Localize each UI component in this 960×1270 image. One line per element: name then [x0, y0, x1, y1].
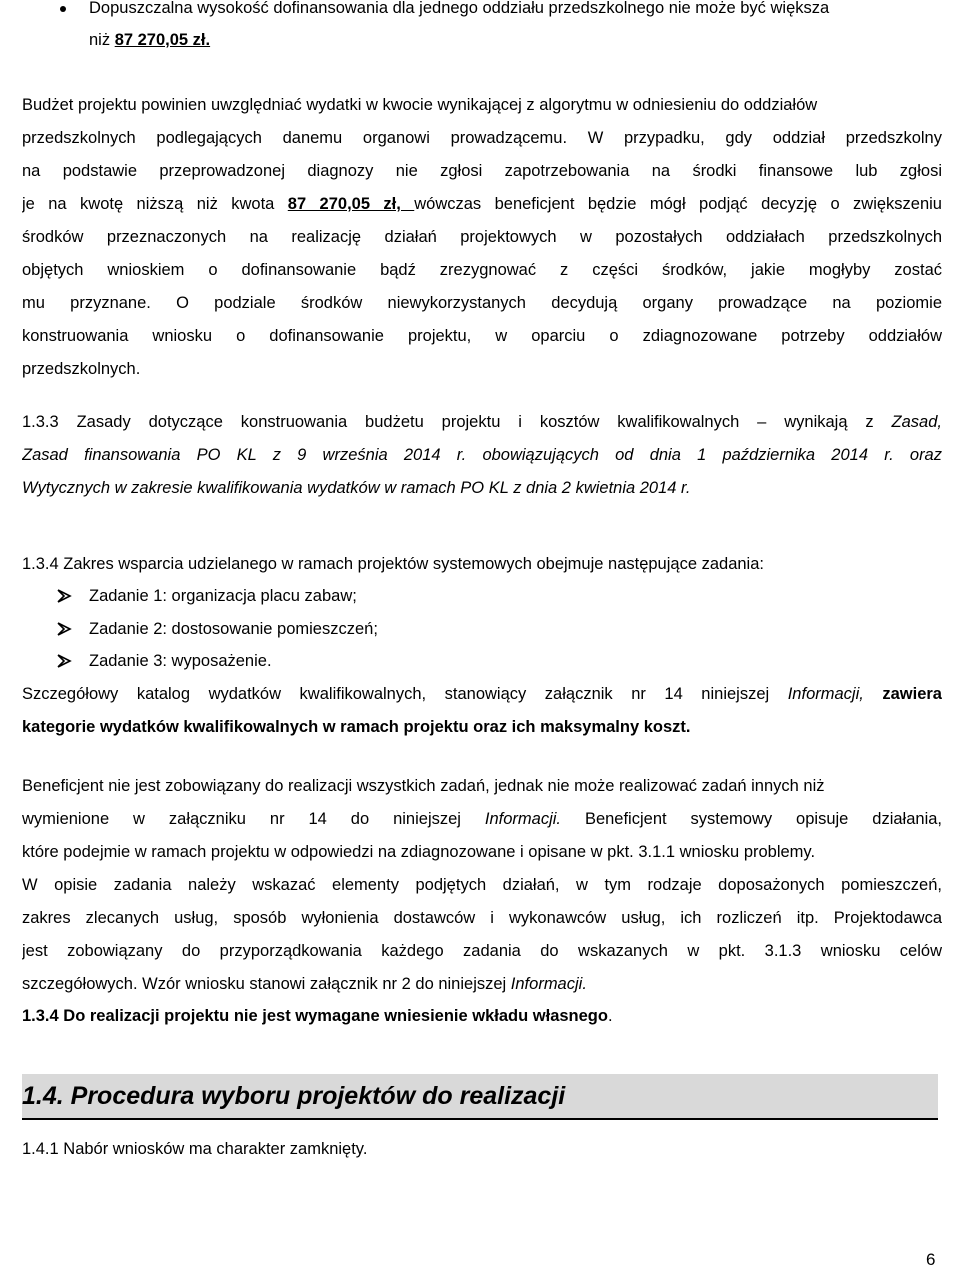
- task-item: Zadanie 1: organizacja placu zabaw;: [89, 587, 357, 605]
- budget-line-8: konstruowania wniosku o dofinansowanie projektu, w oparciu o zdiagnozowane potrzeby oddziałów: [22, 327, 942, 345]
- section-heading-box: [22, 1074, 938, 1120]
- task-item: Zadanie 3: wyposażenie.: [89, 652, 272, 670]
- section-133-line-1: 1.3.3 Zasady dotyczące konstruowania budżetu projektu i kosztów kwalifikowalnych – wynikają z Zasad,: [22, 413, 942, 431]
- section-133-line-2: Zasad finansowania PO KL z 9 września 2014 r. obowiązujących od dnia 1 października 2014 r. oraz: [22, 446, 942, 464]
- own-contribution-line: 1.3.4 Do realizacji projektu nie jest wymagane wniesienie wkładu własnego.: [22, 1007, 613, 1025]
- section-heading: 1.4. Procedura wyboru projektów do realizacji: [22, 1082, 566, 1110]
- section-134-line-1: 1.3.4 Zakres wsparcia udzielanego w ramach projektów systemowych obejmuje następujące zadania:: [22, 555, 764, 573]
- beneficiary-line-7: szczegółowych. Wzór wniosku stanowi załącznik nr 2 do niniejszej Informacji.: [22, 975, 587, 993]
- arrow-bullet-icon: [56, 621, 72, 637]
- section-133-line-3: Wytycznych w zakresie kwalifikowania wydatków w ramach PO KL z dnia 2 kwietnia 2014 r.: [22, 479, 691, 497]
- budget-line-6: objętych wnioskiem o dofinansowanie bądź zrezygnować z części środków, jakie mogłyby zostać: [22, 261, 942, 279]
- bullet-line-1: Dopuszczalna wysokość dofinansowania dla jednego oddziału przedszkolnego nie może być większa: [89, 0, 830, 17]
- budget-line-9: przedszkolnych.: [22, 360, 141, 378]
- budget-line-2: przedszkolnych podlegających danemu organowi prowadzącemu. W przypadku, gdy oddział przedszkolny: [22, 129, 942, 147]
- task-item: Zadanie 2: dostosowanie pomieszczeń;: [89, 620, 378, 638]
- section-141-line: 1.4.1 Nabór wniosków ma charakter zamknięty.: [22, 1140, 368, 1158]
- budget-line-1: Budżet projektu powinien uwzględniać wydatki w kwocie wynikającej z algorytmu w odniesieniu do oddziałów: [22, 96, 818, 114]
- beneficiary-line-3: które podejmie w ramach projektu w odpowiedzi na zdiagnozowane i opisane w pkt. 3.1.1 wniosku problemy.: [22, 843, 816, 861]
- budget-line-5: środków przeznaczonych na realizację działań projektowych w pozostałych oddziałach przedszkolnych: [22, 228, 942, 246]
- arrow-bullet-icon: [56, 653, 72, 669]
- arrow-bullet-icon: [56, 588, 72, 604]
- page-number: 6: [926, 1250, 936, 1269]
- catalog-line-1: Szczegółowy katalog wydatków kwalifikowalnych, stanowiący załącznik nr 14 niniejszej Informacji, zawiera: [22, 685, 942, 703]
- beneficiary-line-5: zakres zlecanych usług, sposób wyłonienia dostawców i wykonawców usług, ich rozliczeń itp. Projektodawca: [22, 909, 942, 927]
- budget-line-7: mu przyznane. O podziale środków niewykorzystanych decydują organy prowadzące na poziomie: [22, 294, 942, 312]
- bullet-line-2: niż 87 270,05 zł.: [89, 31, 211, 49]
- beneficiary-line-6: jest zobowiązany do przyporządkowania każdego zadania do wskazanych w pkt. 3.1.3 wniosku celów: [22, 942, 942, 960]
- beneficiary-line-4: W opisie zadania należy wskazać elementy podjętych działań, w tym rodzaje doposażonych pomieszczeń,: [22, 876, 942, 894]
- catalog-line-2: kategorie wydatków kwalifikowalnych w ramach projektu oraz ich maksymalny koszt.: [22, 718, 691, 736]
- budget-line-3: na podstawie przeprowadzonej diagnozy nie zgłosi zapotrzebowania na środki finansowe lub zgłosi: [22, 162, 942, 180]
- bullet-icon: [60, 6, 66, 12]
- beneficiary-line-1: Beneficjent nie jest zobowiązany do realizacji wszystkich zadań, jednak nie może realizować zadań innych niż: [22, 777, 825, 795]
- beneficiary-line-2: wymienione w załączniku nr 14 do niniejszej Informacji. Beneficjent systemowy opisuje działania,: [22, 810, 942, 828]
- budget-line-4: je na kwotę niższą niż kwota 87 270,05 zł, wówczas beneficjent będzie mógł podjąć decyzję o zwiększeniu: [22, 195, 942, 213]
